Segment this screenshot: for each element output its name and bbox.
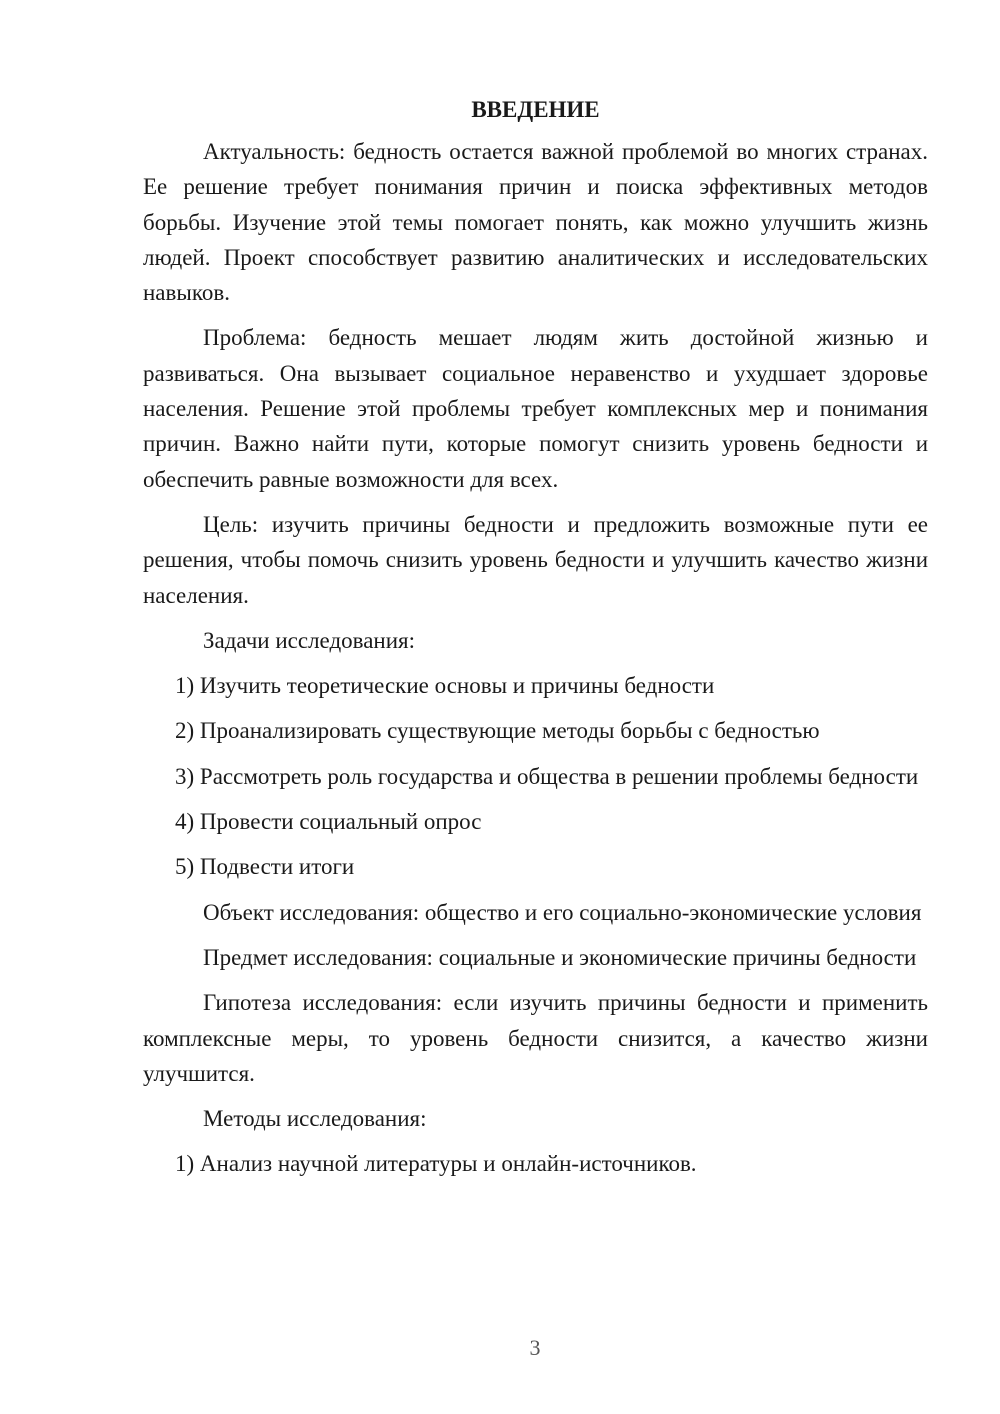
section-heading: ВВЕДЕНИЕ xyxy=(471,97,600,122)
relevance-paragraph: Актуальность: бедность остается важной проблемой во многих странах. Ее решение требует понимания причин и поиска эффективных методов борьбы. Изучение этой темы помогает понять, как можно улучшить жизнь людей. Проект способствует развитию аналитических и исследовательских навыков. xyxy=(143,139,928,306)
task-item: 3) Рассмотреть роль государства и общества в решении проблемы бедности xyxy=(175,763,919,789)
task-item: 4) Провести социальный опрос xyxy=(175,809,482,835)
goal-paragraph: Цель: изучить причины бедности и предложить возможные пути ее решения, чтобы помочь снизить уровень бедности и улучшить качество жизни населения. xyxy=(143,511,928,608)
methods-heading: Методы исследования: xyxy=(203,1106,427,1132)
tasks-heading: Задачи исследования: xyxy=(203,627,416,653)
task-item: 5) Подвести итоги xyxy=(175,854,355,880)
task-item: 2) Проанализировать существующие методы борьбы с бедностью xyxy=(175,718,820,744)
problem-paragraph: Проблема: бедность мешает людям жить достойной жизнью и развиваться. Она вызывает социальное неравенство и ухудшает здоровье населения. Решение этой проблемы требует комплексных мер и понимания причин. Важно найти пути, которые помогут снизить уровень бедности и обеспечить равные возможности для всех. xyxy=(143,325,928,492)
subject-paragraph: Предмет исследования: социальные и экономические причины бедности xyxy=(203,944,917,970)
object-paragraph: Объект исследования: общество и его социально-экономические условия xyxy=(203,899,922,925)
page-number: 3 xyxy=(529,1335,541,1360)
method-item: 1) Анализ научной литературы и онлайн-источников. xyxy=(175,1151,697,1177)
page-body xyxy=(143,92,928,1192)
hypothesis-paragraph: Гипотеза исследования: если изучить причины бедности и применить комплексные меры, то уровень бедности снизится, а качество жизни улучшится. xyxy=(143,990,928,1086)
task-item: 1) Изучить теоретические основы и причины бедности xyxy=(175,673,715,699)
